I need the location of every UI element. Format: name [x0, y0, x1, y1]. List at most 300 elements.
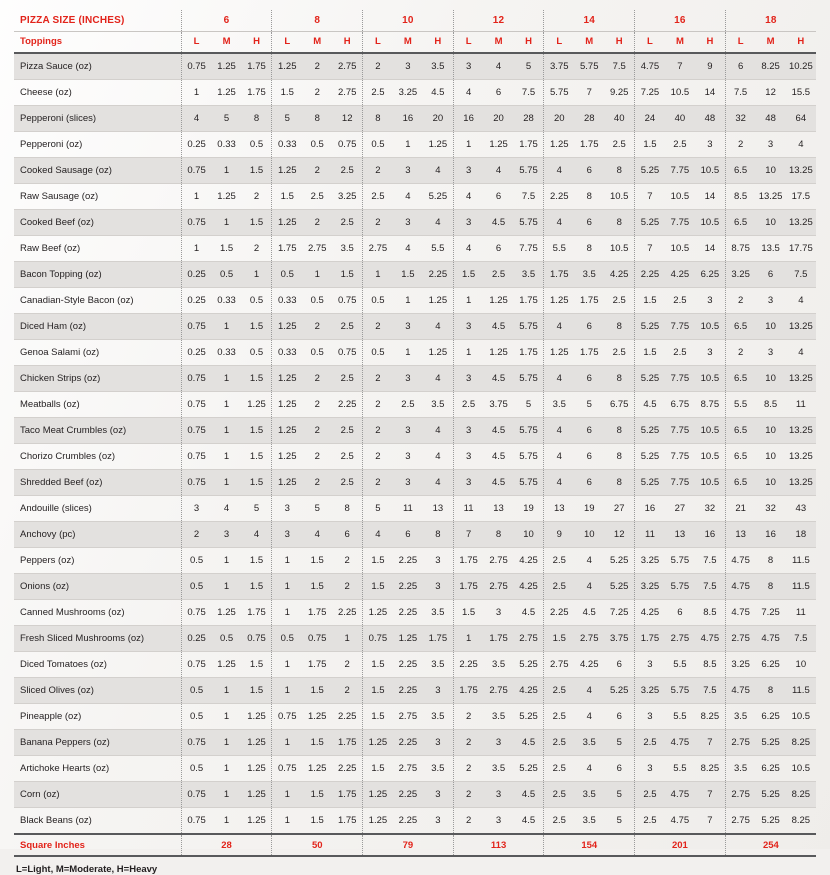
portion-value: 2	[453, 782, 483, 808]
portion-value: 0.75	[181, 470, 211, 496]
portion-value: 5.75	[514, 158, 544, 184]
topping-name: Chicken Strips (oz)	[14, 366, 181, 392]
portion-value: 5.25	[514, 704, 544, 730]
portion-value: 5.25	[635, 444, 665, 470]
portion-value: 5	[514, 53, 544, 80]
portion-value: 5	[242, 496, 272, 522]
portion-value: 10.5	[695, 366, 725, 392]
portion-value: 0.5	[242, 340, 272, 366]
portion-value: 1.25	[393, 626, 423, 652]
portion-value: 13.25	[786, 418, 816, 444]
portion-value: 4.75	[725, 678, 755, 704]
portion-value: 2	[302, 210, 332, 236]
portion-value: 2.75	[574, 626, 604, 652]
portion-value: 7	[635, 236, 665, 262]
header-pizza-size-label: PIZZA SIZE (INCHES)	[14, 10, 181, 32]
portion-value: 2.75	[725, 626, 755, 652]
portion-value: 8.75	[725, 236, 755, 262]
portion-value: 16	[695, 522, 725, 548]
portion-value: 6	[332, 522, 362, 548]
portion-value: 2.25	[332, 392, 362, 418]
portion-value: 5	[211, 106, 241, 132]
portion-value: 6	[604, 756, 634, 782]
portion-value: 1	[272, 600, 302, 626]
portion-value: 13	[423, 496, 453, 522]
portion-value: 1	[272, 730, 302, 756]
portion-value: 0.33	[272, 288, 302, 314]
portion-value: 11	[635, 522, 665, 548]
portion-value: 1.25	[272, 366, 302, 392]
portion-value: 1.5	[332, 262, 362, 288]
portion-value: 1.25	[363, 808, 393, 835]
portion-value: 7	[695, 782, 725, 808]
portion-value: 2.75	[393, 704, 423, 730]
portion-value: 1.25	[483, 340, 513, 366]
portion-value: 1.25	[302, 756, 332, 782]
portion-value: 1.25	[302, 704, 332, 730]
portion-value: 6.75	[665, 392, 695, 418]
portion-value: 2	[332, 574, 362, 600]
portion-value: 1.5	[242, 158, 272, 184]
portion-value: 2.5	[332, 366, 362, 392]
portion-value: 10.5	[665, 80, 695, 106]
portion-value: 4	[181, 106, 211, 132]
portion-value: 2.5	[544, 704, 574, 730]
portion-value: 12	[755, 80, 785, 106]
portion-value: 3	[483, 782, 513, 808]
portion-value: 2.5	[635, 730, 665, 756]
portion-value: 3	[755, 288, 785, 314]
portion-value: 3	[483, 808, 513, 835]
portion-value: 13	[665, 522, 695, 548]
portion-value: 0.75	[181, 652, 211, 678]
portion-value: 1.5	[302, 808, 332, 835]
portion-value: 6.5	[725, 314, 755, 340]
portion-value: 1.25	[363, 782, 393, 808]
portion-value: 0.75	[181, 366, 211, 392]
portion-value: 1.5	[211, 236, 241, 262]
portion-value: 2.75	[302, 236, 332, 262]
header-level-12-M: M	[483, 32, 513, 54]
portion-value: 10.5	[665, 184, 695, 210]
portion-value: 1.75	[332, 782, 362, 808]
topping-name: Cooked Sausage (oz)	[14, 158, 181, 184]
portion-value: 2.5	[544, 782, 574, 808]
portion-value: 1.75	[574, 132, 604, 158]
portion-value: 4	[423, 444, 453, 470]
table-row	[14, 366, 816, 392]
portion-value: 13.25	[755, 184, 785, 210]
portion-value: 4	[574, 756, 604, 782]
portion-value: 4.5	[483, 366, 513, 392]
portion-value: 4.5	[483, 444, 513, 470]
portion-value: 6	[483, 80, 513, 106]
portion-value: 2.75	[483, 574, 513, 600]
portion-value: 13.25	[786, 158, 816, 184]
portion-value: 0.33	[211, 132, 241, 158]
portion-value: 7.75	[665, 444, 695, 470]
portion-value: 1.75	[574, 340, 604, 366]
portion-value: 5.75	[514, 366, 544, 392]
portion-value: 1.75	[423, 626, 453, 652]
portion-value: 1	[453, 340, 483, 366]
table-row	[14, 600, 816, 626]
portion-value: 3.25	[635, 678, 665, 704]
portion-value: 1.75	[302, 600, 332, 626]
table-row	[14, 678, 816, 704]
portion-value: 20	[483, 106, 513, 132]
portion-value: 5.25	[514, 652, 544, 678]
portion-value: 6	[483, 236, 513, 262]
portion-value: 0.75	[181, 53, 211, 80]
portion-value: 5.75	[514, 418, 544, 444]
portion-value: 4	[423, 314, 453, 340]
portion-value: 5.75	[514, 314, 544, 340]
portion-value: 3	[423, 548, 453, 574]
portion-value: 1	[393, 340, 423, 366]
portion-value: 0.75	[181, 444, 211, 470]
portion-value: 3	[695, 340, 725, 366]
portion-value: 1.5	[302, 730, 332, 756]
portion-value: 2.75	[363, 236, 393, 262]
portion-value: 2.25	[393, 782, 423, 808]
topping-name: Artichoke Hearts (oz)	[14, 756, 181, 782]
portion-value: 1.25	[211, 80, 241, 106]
portion-value: 4.5	[574, 600, 604, 626]
header-size-16: 16	[635, 10, 726, 32]
portion-value: 0.5	[302, 288, 332, 314]
portion-value: 0.75	[181, 314, 211, 340]
portion-value: 7.5	[695, 678, 725, 704]
portion-value: 1.25	[272, 314, 302, 340]
portion-value: 3.25	[635, 574, 665, 600]
portion-value: 1.5	[363, 548, 393, 574]
portion-value: 1.5	[242, 314, 272, 340]
portion-value: 0.25	[181, 132, 211, 158]
portion-value: 5.5	[544, 236, 574, 262]
portion-value: 9	[695, 53, 725, 80]
header-level-18-H: H	[786, 32, 816, 54]
portion-value: 1.25	[242, 782, 272, 808]
portion-value: 0.33	[211, 340, 241, 366]
portion-value: 13.25	[786, 444, 816, 470]
portion-value: 32	[725, 106, 755, 132]
portion-value: 0.25	[181, 262, 211, 288]
portion-value: 5.75	[665, 574, 695, 600]
portion-value: 6.25	[755, 704, 785, 730]
portion-value: 4	[211, 496, 241, 522]
portion-value: 3.25	[725, 652, 755, 678]
portion-value: 2.5	[332, 210, 362, 236]
portion-value: 2	[181, 522, 211, 548]
portion-value: 2.5	[604, 340, 634, 366]
portion-value: 28	[514, 106, 544, 132]
portion-value: 1.5	[242, 418, 272, 444]
header-size-10: 10	[363, 10, 454, 32]
topping-name: Bacon Topping (oz)	[14, 262, 181, 288]
portion-value: 10.5	[695, 314, 725, 340]
portion-value: 1.5	[302, 678, 332, 704]
portion-value: 8	[604, 158, 634, 184]
portion-value: 1	[332, 626, 362, 652]
portion-value: 19	[514, 496, 544, 522]
portion-value: 3	[453, 53, 483, 80]
portion-value: 3.5	[574, 808, 604, 835]
portion-value: 4.75	[695, 626, 725, 652]
topping-name: Canned Mushrooms (oz)	[14, 600, 181, 626]
table-row	[14, 496, 816, 522]
portion-value: 8	[604, 314, 634, 340]
portion-value: 2.75	[393, 756, 423, 782]
portion-value: 2.5	[665, 288, 695, 314]
portion-value: 4.5	[483, 314, 513, 340]
portion-value: 2	[302, 366, 332, 392]
portion-value: 3	[211, 522, 241, 548]
portion-value: 3	[393, 158, 423, 184]
portion-value: 7.75	[665, 314, 695, 340]
portion-value: 3.5	[423, 392, 453, 418]
header-level-14-L: L	[544, 32, 574, 54]
portion-value: 4	[544, 366, 574, 392]
portion-value: 10.5	[695, 418, 725, 444]
portion-value: 7.5	[725, 80, 755, 106]
portion-value: 5.75	[514, 210, 544, 236]
topping-name: Taco Meat Crumbles (oz)	[14, 418, 181, 444]
header-row-sizes	[14, 10, 816, 32]
portion-value: 3	[695, 132, 725, 158]
portion-value: 4.75	[665, 782, 695, 808]
portion-value: 4.5	[514, 600, 544, 626]
topping-name: Chorizo Crumbles (oz)	[14, 444, 181, 470]
portion-value: 6	[665, 600, 695, 626]
portion-value: 2.5	[544, 548, 574, 574]
portion-value: 4	[544, 314, 574, 340]
header-level-18-M: M	[755, 32, 785, 54]
portion-value: 1.5	[242, 470, 272, 496]
portion-value: 8	[574, 236, 604, 262]
portion-value: 2	[453, 756, 483, 782]
portion-value: 8	[604, 210, 634, 236]
portion-value: 7.75	[665, 366, 695, 392]
portion-value: 2.25	[393, 600, 423, 626]
portion-value: 5.5	[665, 652, 695, 678]
portion-value: 6	[483, 184, 513, 210]
portion-value: 7.5	[786, 626, 816, 652]
portion-value: 4	[544, 158, 574, 184]
portion-value: 1	[453, 626, 483, 652]
portion-value: 5.25	[635, 158, 665, 184]
portion-value: 5.25	[755, 808, 785, 835]
portion-value: 2	[363, 158, 393, 184]
portion-value: 2.25	[393, 730, 423, 756]
portion-value: 0.5	[363, 288, 393, 314]
portion-value: 2.25	[332, 600, 362, 626]
portion-value: 8	[755, 574, 785, 600]
portion-value: 0.5	[242, 288, 272, 314]
portion-value: 1.25	[211, 600, 241, 626]
portion-value: 3	[181, 496, 211, 522]
portion-value: 1.75	[242, 80, 272, 106]
table-row	[14, 314, 816, 340]
portion-value: 3	[483, 600, 513, 626]
portion-value: 6.5	[725, 366, 755, 392]
portion-value: 0.75	[181, 600, 211, 626]
portion-value: 4.5	[514, 730, 544, 756]
portion-value: 0.5	[181, 678, 211, 704]
portion-value: 2.5	[483, 262, 513, 288]
portion-value: 2	[725, 132, 755, 158]
portion-value: 7.5	[514, 184, 544, 210]
portion-value: 0.25	[181, 626, 211, 652]
portion-value: 1.5	[242, 574, 272, 600]
table-row	[14, 132, 816, 158]
portion-value: 3	[393, 444, 423, 470]
portion-value: 2	[302, 470, 332, 496]
portion-value: 3.75	[604, 626, 634, 652]
portion-value: 1	[211, 470, 241, 496]
portion-value: 3	[483, 730, 513, 756]
portion-value: 1	[211, 574, 241, 600]
table-row	[14, 470, 816, 496]
portion-value: 4.25	[604, 262, 634, 288]
portion-value: 2	[242, 236, 272, 262]
topping-name: Shredded Beef (oz)	[14, 470, 181, 496]
portion-value: 1	[211, 314, 241, 340]
portion-value: 1.5	[363, 756, 393, 782]
portion-value: 17.75	[786, 236, 816, 262]
portion-value: 4.5	[483, 210, 513, 236]
header-level-16-L: L	[635, 32, 665, 54]
portion-value: 1.25	[544, 340, 574, 366]
portion-value: 2.25	[635, 262, 665, 288]
portion-value: 3	[423, 574, 453, 600]
portion-value: 2.5	[332, 158, 362, 184]
portion-value: 0.5	[302, 340, 332, 366]
portion-value: 0.75	[302, 626, 332, 652]
portion-value: 2	[302, 314, 332, 340]
portion-value: 0.33	[272, 132, 302, 158]
portion-value: 1	[272, 548, 302, 574]
portion-value: 2.5	[544, 756, 574, 782]
portion-value: 3.25	[725, 262, 755, 288]
portion-value: 8	[604, 444, 634, 470]
table-row	[14, 262, 816, 288]
topping-name: Meatballs (oz)	[14, 392, 181, 418]
portion-value: 3	[635, 704, 665, 730]
portion-value: 2.5	[635, 782, 665, 808]
portion-value: 7	[635, 184, 665, 210]
portion-value: 1.5	[272, 184, 302, 210]
header-level-6-M: M	[211, 32, 241, 54]
portion-value: 6.25	[695, 262, 725, 288]
portion-value: 1.5	[635, 288, 665, 314]
portion-value: 3	[755, 340, 785, 366]
portion-value: 3	[423, 730, 453, 756]
portion-value: 1.75	[242, 53, 272, 80]
topping-name: Pizza Sauce (oz)	[14, 53, 181, 80]
portion-value: 4	[242, 522, 272, 548]
portion-value: 27	[604, 496, 634, 522]
portion-value: 1	[453, 288, 483, 314]
portion-value: 9.25	[604, 80, 634, 106]
portion-value: 3.5	[574, 262, 604, 288]
portion-value: 5.25	[635, 470, 665, 496]
portion-value: 3	[453, 366, 483, 392]
portion-value: 2	[363, 444, 393, 470]
portion-value: 5.75	[665, 678, 695, 704]
portion-value: 4	[544, 210, 574, 236]
portion-value: 11	[393, 496, 423, 522]
portion-value: 6	[574, 210, 604, 236]
portion-value: 2.25	[393, 652, 423, 678]
portion-value: 1.75	[574, 288, 604, 314]
table-row	[14, 808, 816, 835]
portion-value: 3	[393, 210, 423, 236]
portion-value: 2.25	[332, 704, 362, 730]
square-inches-value: 254	[725, 834, 816, 856]
portion-value: 11.5	[786, 678, 816, 704]
portion-value: 10	[755, 314, 785, 340]
portion-value: 8.25	[695, 756, 725, 782]
portion-value: 4.25	[574, 652, 604, 678]
portion-value: 1.75	[302, 652, 332, 678]
portion-value: 4	[483, 53, 513, 80]
portion-value: 4.25	[514, 548, 544, 574]
square-inches-value: 154	[544, 834, 635, 856]
portion-value: 1.25	[211, 184, 241, 210]
topping-name: Pineapple (oz)	[14, 704, 181, 730]
portion-value: 13	[483, 496, 513, 522]
table-row	[14, 548, 816, 574]
portion-value: 3.5	[725, 756, 755, 782]
portion-value: 2	[302, 53, 332, 80]
portion-value: 1.25	[423, 288, 453, 314]
portion-value: 2	[453, 730, 483, 756]
portion-value: 6	[604, 652, 634, 678]
portion-value: 4.25	[514, 678, 544, 704]
portion-value: 5.25	[423, 184, 453, 210]
portion-value: 10	[755, 470, 785, 496]
portion-value: 4	[574, 574, 604, 600]
header-level-6-H: H	[242, 32, 272, 54]
portion-value: 0.75	[272, 756, 302, 782]
portion-value: 6	[725, 53, 755, 80]
portion-value: 2.5	[604, 132, 634, 158]
portion-value: 3.5	[544, 392, 574, 418]
portion-value: 1	[211, 808, 241, 835]
portion-value: 2	[332, 548, 362, 574]
portion-value: 4	[453, 236, 483, 262]
portion-value: 2.5	[332, 418, 362, 444]
portion-value: 1.75	[453, 574, 483, 600]
portion-value: 11	[786, 600, 816, 626]
portion-value: 5.25	[635, 366, 665, 392]
portion-value: 64	[786, 106, 816, 132]
portion-value: 10.5	[604, 236, 634, 262]
portion-value: 9	[544, 522, 574, 548]
header-level-8-H: H	[332, 32, 362, 54]
portion-value: 1.5	[242, 652, 272, 678]
portion-value: 8	[363, 106, 393, 132]
portion-value: 4.75	[665, 808, 695, 835]
portion-value: 5.25	[755, 730, 785, 756]
portion-value: 10	[755, 210, 785, 236]
portion-value: 10	[574, 522, 604, 548]
portion-value: 3.5	[574, 730, 604, 756]
portion-value: 8.25	[786, 808, 816, 835]
topping-portion-table	[14, 10, 816, 857]
portion-value: 2.75	[725, 782, 755, 808]
